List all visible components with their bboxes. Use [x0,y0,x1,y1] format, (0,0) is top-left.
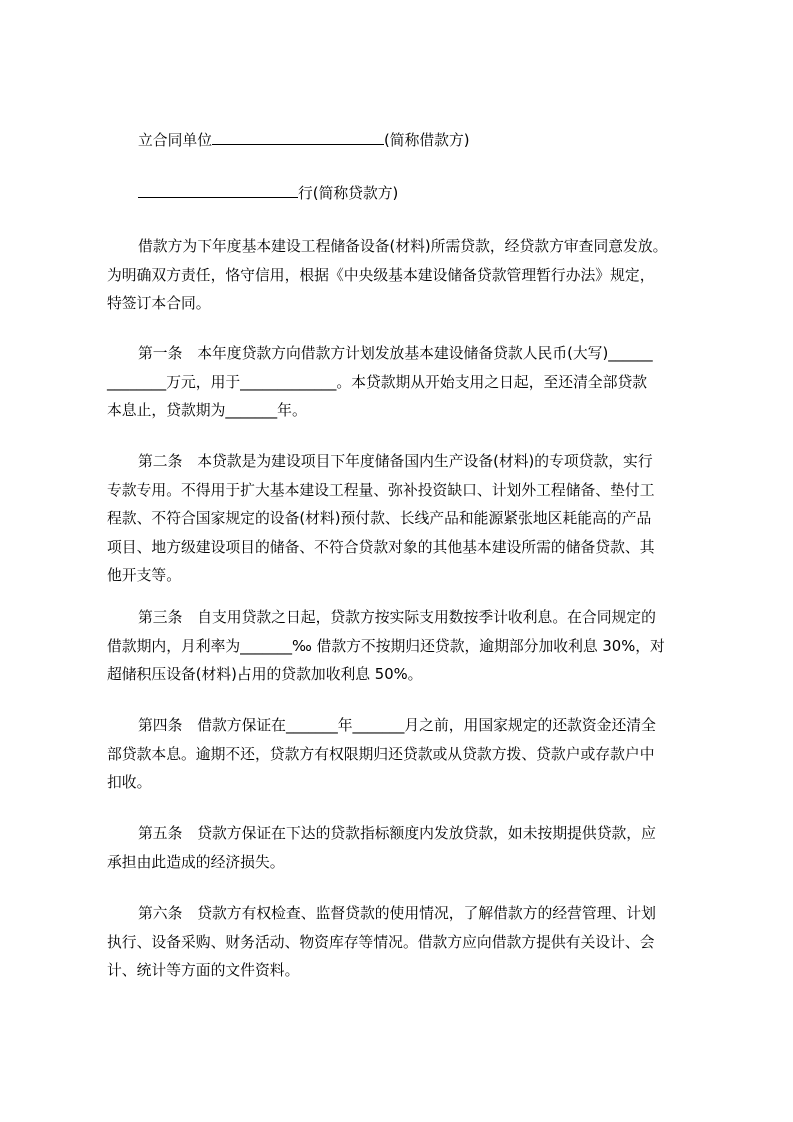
article-1 [107,340,702,426]
article-line: 第三条 自支用贷款之日起，贷款方按实际支用数按季计收利息。在合同规定的 [138,609,656,626]
article-line: 执行、设备采购、财务活动、物资库存等情况。借款方应向借款方提供有关设计、会 [107,933,655,951]
article-line: 扣收。 [107,774,152,791]
article-line: 第四条 借款方保证在_______年_______月之前，用国家规定的还款资金还清全 [138,717,656,734]
lender-blank [138,183,298,198]
article-line: 第六条 贷款方有权检查、监督贷款的使用情况，了解借款方的经营管理、计划 [138,905,656,922]
lender-suffix: 行(简称贷款方) [298,185,399,202]
article-3 [107,604,702,690]
article-line: 项目、地方级建设项目的储备、不符合贷款对象的其他基本建设所需的储备贷款、其 [107,538,655,556]
article-2 [107,448,702,591]
borrower-label: 立合同单位 [138,132,212,149]
intro-paragraph [107,233,702,319]
intro-line: 为明确双方责任，恪守信用，根据《中央级基本建设储备贷款管理暂行办法》规定， [107,266,655,284]
borrower-suffix: (简称借款方) [384,132,470,149]
article-6 [107,900,702,986]
lender-line [107,180,702,209]
article-line: 计、统计等方面的文件资料。 [107,962,300,979]
borrower-line [107,127,702,156]
article-line: 部贷款本息。逾期不还，贷款方有权限期归还贷款或从贷款方拨、贷款户或存款户中 [107,745,655,763]
article-line: 超储积压设备(材料)占用的贷款加收利息 50%。 [107,666,423,683]
article-line: 本息止，贷款期为_______年。 [107,402,307,419]
article-line: 承担由此造成的经济损失。 [107,853,285,871]
article-line: 专款专用。不得用于扩大基本建设工程量、弥补投资缺口、计划外工程储备、垫付工 [107,481,655,499]
article-line: 第五条 贷款方保证在下达的贷款指标额度内发放贷款，如未按期提供贷款，应 [138,825,656,842]
intro-line: 借款方为下年度基本建设工程储备设备(材料)所需贷款，经贷款方审查同意发放。 [138,238,668,255]
article-line: 第一条 本年度贷款方向借款方计划发放基本建设储备贷款人民币(大写)______ [138,345,653,362]
article-line: 他开支等。 [107,567,181,584]
article-line: 第二条 本贷款是为建设项目下年度储备国内生产设备(材料)的专项贷款，实行 [138,453,653,470]
article-4 [107,712,702,798]
article-line: 借款期内，月利率为_______‰ 借款方不按期归还贷款，逾期部分加收利息 30%，对 [107,637,665,655]
borrower-blank [212,130,384,145]
article-line: 程款、不符合国家规定的设备(材料)预付款、长线产品和能源紧张地区耗能高的产品 [107,510,652,527]
article-5 [107,820,702,877]
article-line: ________万元，用于_____________。本贷款期从开始支用之日起，至还清全部贷款 [107,373,648,391]
intro-line: 特签订本合同。 [107,295,211,312]
